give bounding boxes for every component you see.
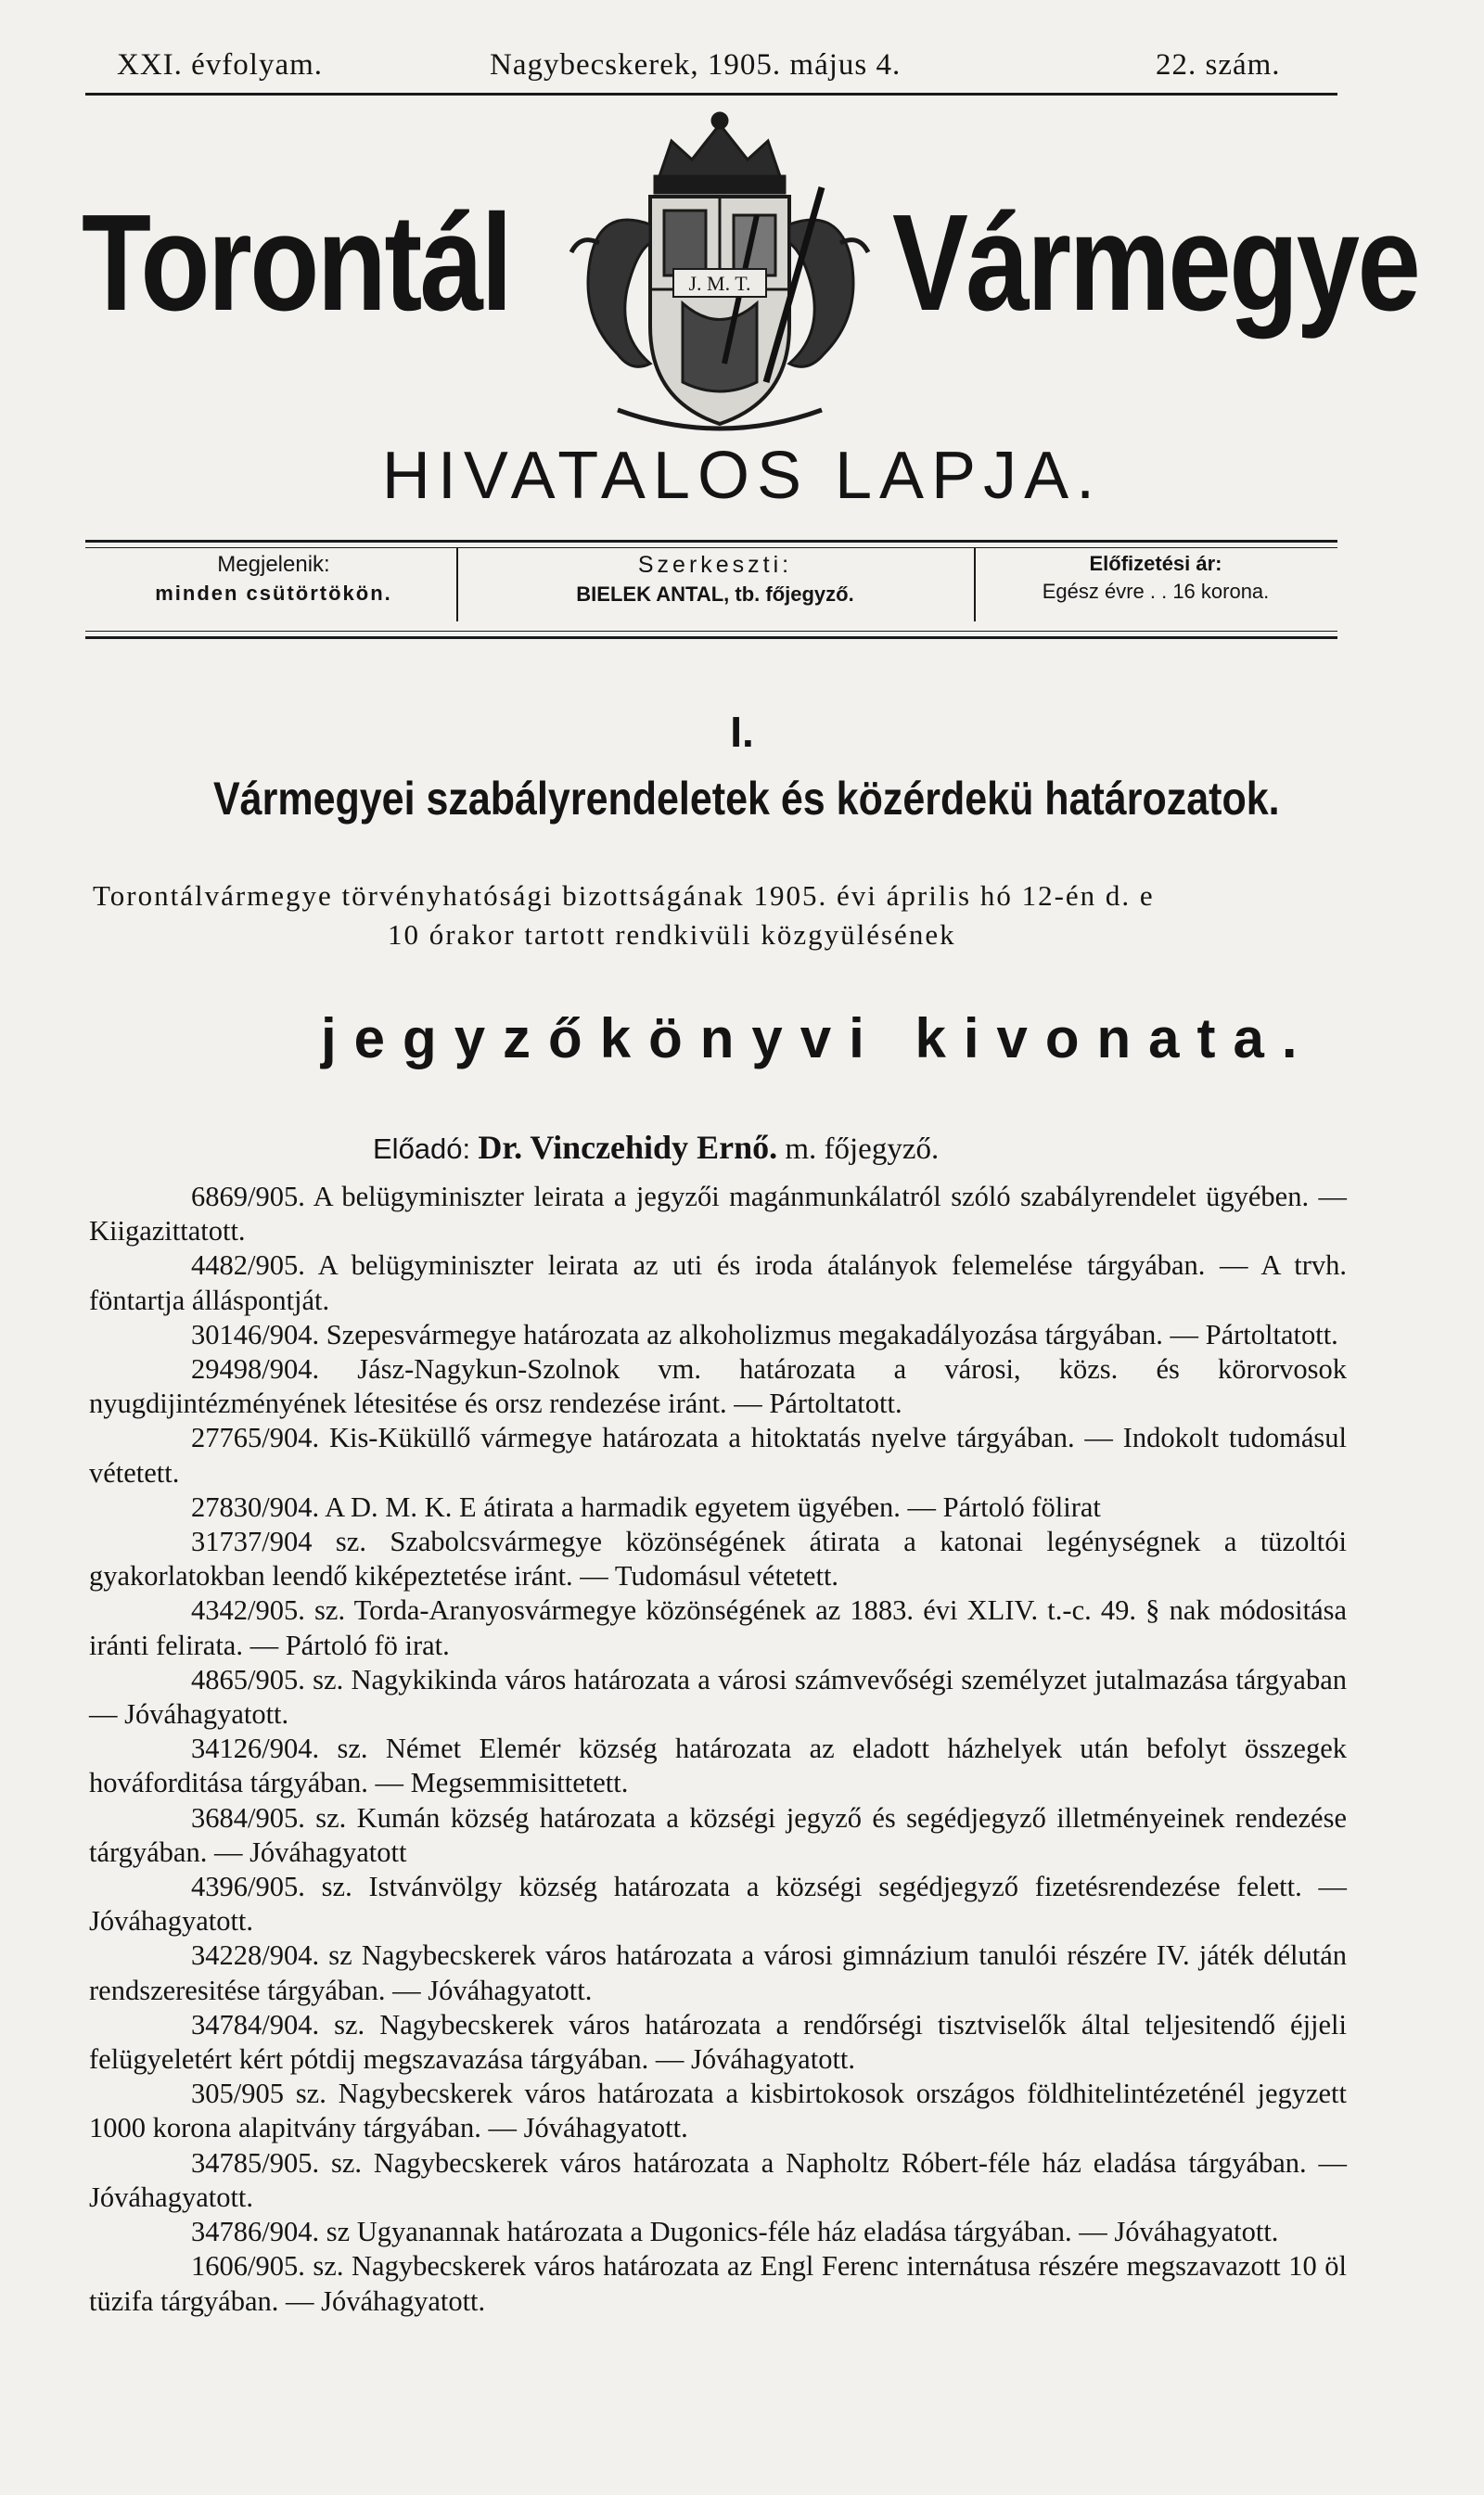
entry-text: sz. Nagykikinda város határozata a városi számvevőségi személyzet jutalmazása tárgyaban — Jóváhagyatott. <box>89 1663 1348 1731</box>
editor-label: Szerkeszti: <box>637 552 793 578</box>
entry-number: 31737/904 <box>191 1526 313 1558</box>
list-item <box>89 1248 1347 1317</box>
entry-text: Kis-Küküllő vármegye határozata a hitoktatás nyelve tárgyában. — Indokolt tudomásul vétetett. <box>89 1422 1348 1489</box>
entry-number: 27765/904. <box>191 1422 320 1454</box>
entry-text: sz. Szabolcsvármegye közönségének átirata a katonai legénységnek a tüzoltói gyakorlatokban leendő kiképeztetése iránt. — Tudomásul vétetett. <box>89 1526 1347 1593</box>
issue-number: 22. szám. <box>1156 48 1281 82</box>
list-item <box>89 1732 1347 1800</box>
entry-number: 29498/904. <box>191 1353 320 1386</box>
entries-list <box>89 1180 1347 2319</box>
entry-text: sz Ugyanannak határozata a Dugonics-féle ház eladása tárgyában. — Jóváhagyatott. <box>326 2216 1279 2248</box>
list-item <box>89 1525 1347 1593</box>
presenter-role: m. főjegyző. <box>785 1132 940 1166</box>
entry-number: 4342/905. <box>191 1594 305 1627</box>
entry-number: 1606/905. <box>191 2250 305 2283</box>
info-bottom-rule-thin <box>85 631 1337 632</box>
entry-number: 34126/904. <box>191 1733 320 1765</box>
entry-number: 34785/905. <box>191 2146 320 2179</box>
list-item <box>89 2215 1347 2249</box>
entry-text: A belügyminiszter leirata a jegyzői magánmunkálatról szóló szabályrendelet ügyében. — Kiigazittatott. <box>89 1181 1347 1248</box>
entry-text: sz Nagybecskerek város határozata a városi gimnázium tanulói részére IV. játék délután rendszeresitése tárgyában. — Jóváhagyatott. <box>89 1939 1347 2006</box>
list-item <box>89 1593 1347 1662</box>
entry-number: 3684/905. <box>191 1801 305 1834</box>
entry-text: sz. Nagybecskerek város határozata az Engl Ferenc internátusa részére megszavazott 10 öl tüzifa tárgyában. — Jóváhagyatott. <box>89 2250 1347 2317</box>
price-label: Előfizetési ár: <box>1089 552 1222 575</box>
list-item <box>89 2249 1347 2318</box>
list-item <box>89 2077 1347 2145</box>
masthead-title-left: Torontál <box>82 186 511 339</box>
volume-label: XXI. évfolyam. <box>117 48 324 82</box>
entry-text: A D. M. K. E átirata a harmadik egyetem ügyében. — Pártoló fölirat <box>325 1491 1101 1523</box>
entry-text: sz. Kumán község határozata a községi jegyző és segédjegyző illetményeinek rendezése tárgyában. — Jóváhagyatott <box>89 1801 1347 1868</box>
entry-text: sz. Nagybecskerek város határozata a rendőrségi tisztviselők által teljesitendő éjjeli felügyeletért kért pótdij megszavazása tárgyában. — Jóváhagyatott. <box>89 2008 1347 2076</box>
info-top-rule-thin <box>85 547 1337 548</box>
entry-number: 4482/905. <box>191 1249 305 1282</box>
header-rule <box>85 93 1337 96</box>
top-line <box>0 48 1484 85</box>
entry-number: 27830/904. <box>191 1491 320 1523</box>
entry-number: 34786/904. <box>191 2216 320 2248</box>
info-price <box>976 552 1336 626</box>
appears-label: Megjelenik: <box>217 552 330 577</box>
entry-number: 6869/905. <box>191 1181 305 1212</box>
entry-number: 305/905 <box>191 2078 284 2110</box>
entry-text: sz. Nagybecskerek város határozata a kisbirtokosok országos földhitelintézeténél jegyzett 1000 korona alapitvány tárgyában. — Jóváhagyatott. <box>89 2078 1348 2144</box>
masthead-title-right: Vármegye <box>892 186 1419 339</box>
place-date: Nagybecskerek, 1905. május 4. <box>490 48 902 82</box>
document-title: jegyzőkönyvi kivonata. <box>321 1007 1315 1069</box>
list-item <box>89 1491 1347 1525</box>
intro-line-2: 10 órakor tartott rendkivüli közgyülésének <box>388 918 956 951</box>
entry-text: sz. Német Elemér község határozata az eladott házhelyek után befolyt összegek hováforditása tárgyában. — Megsemmisittetett. <box>89 1733 1348 1799</box>
coat-of-arms-icon <box>562 104 877 438</box>
list-item <box>89 1663 1347 1732</box>
price-value: Egész évre . . 16 korona. <box>1042 580 1270 603</box>
list-item <box>89 1938 1347 2007</box>
section-number: I. <box>730 708 754 756</box>
info-top-rule <box>85 540 1337 543</box>
entry-text: Jász-Nagykun-Szolnok vm. határozata a városi, közs. és körorvosok nyugdijintézményének létesitése és orsz rendezése iránt. — Pártoltatott. <box>89 1353 1347 1420</box>
list-item <box>89 1180 1347 1248</box>
entry-number: 34784/904. <box>191 2008 320 2041</box>
list-item <box>89 1352 1347 1421</box>
info-bottom-rule <box>85 636 1337 639</box>
info-appears <box>93 552 454 626</box>
entry-text: sz. Nagybecskerek város határozata a Napholtz Róbert-féle ház eladása tárgyában. — Jóváhagyatott. <box>89 2146 1348 2213</box>
masthead-subtitle: HIVATALOS LAPJA. <box>381 439 1103 513</box>
list-item <box>89 2146 1347 2215</box>
intro-line-1: Torontálvármegye törvényhatósági bizottságának 1905. évi április hó 12-én d. e <box>93 879 1155 912</box>
entry-text: Szepesvármegye határozata az alkoholizmus megakadályozása tárgyában. — Pártoltatott. <box>326 1318 1338 1350</box>
list-item <box>89 1801 1347 1870</box>
entry-number: 30146/904. <box>191 1318 320 1350</box>
editor-value: BIELEK ANTAL, tb. főjegyző. <box>576 582 854 606</box>
list-item <box>89 2008 1347 2077</box>
section-title: Vármegyei szabályrendeletek és közérdekü határozatok. <box>213 773 1280 825</box>
entry-number: 34228/904. <box>191 1939 320 1972</box>
appears-value: minden csütörtökön. <box>155 582 392 605</box>
entry-text: A belügyminiszter leirata az uti és iroda átalányok felemelése tárgyában. — A trvh. föntartja álláspontját. <box>89 1249 1347 1316</box>
entry-number: 4865/905. <box>191 1663 305 1695</box>
entry-text: sz. Istvánvölgy község határozata a községi segédjegyző fizetésrendezése felett. — Jóváhagyatott. <box>89 1871 1347 1938</box>
info-divider <box>456 547 458 621</box>
crest-initials: J. M. T. <box>688 272 751 295</box>
list-item <box>89 1421 1347 1490</box>
list-item <box>89 1870 1347 1938</box>
list-item <box>89 1318 1347 1352</box>
presenter-line <box>373 1128 939 1167</box>
presenter-label: Előadó: <box>373 1132 471 1165</box>
info-editor <box>460 552 970 626</box>
entry-number: 4396/905. <box>191 1871 305 1903</box>
entry-text: sz. Torda-Aranyosvármegye közönségének az 1883. évi XLIV. t.-c. 49. § nak módositása iránti felirata. — Pártoló fö irat. <box>89 1594 1348 1661</box>
presenter-name: Dr. Vinczehidy Ernő. <box>478 1129 778 1166</box>
